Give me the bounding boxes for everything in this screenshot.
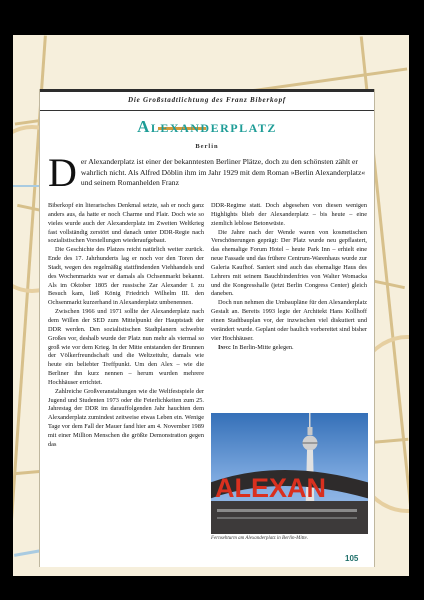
article	[39, 89, 375, 567]
subtitle-rule	[40, 110, 374, 111]
paragraph: Doch nun nehmen die Umbaupläne für den Alexanderplatz Gestalt an. Bereits 1993 legte der Architekt Hans Kollhoff einen Stadtbauplan vor, der inzwischen viel diskutiert und verändert wurde. Geplant oder baulich vorbereitet sind bisher vier Hochhäuser.	[211, 299, 367, 342]
paragraph: Die Geschichte des Platzes reicht natürlich weiter zurück. Ende des 17. Jahrhunderts lag er noch vor den Toren der Stadt, wegen des regelmäßig stattfindenden Viehhandels und des Wochenmarkts war er damals als Ochsenmarkt bekannt. Als im Oktober 1805 der russische Zar Alexander I. zu Besuch kam, ließ König Friedrich Wilhelm III. den Ochsenmarkt kurzerhand in Alexanderplatz umbenennen.	[48, 246, 204, 307]
article-subtitle: Die Großstadtlichtung des Franz Biberkopf	[127, 96, 287, 104]
photo-caption: Fernsehturm am Alexanderplatz in Berlin-Mitte.	[211, 536, 308, 541]
paragraph: Zahlreiche Großveranstaltungen wie die Weltfestspiele der Jugend und Studenten 1973 oder die Feierlichkeiten zum 25. Jahrestag der DDR im darauffolgenden Jahr hauchten dem Alexanderplatz zumindest zeitweise etwas Leben ein. Wenige Tage vor dem Fall der Mauer fand hier am 4. November 1989 mit einer Million Menschen die größte Demonstration gegen das	[48, 387, 204, 448]
article-title: Alexanderplatz	[137, 117, 277, 136]
header-rule	[40, 89, 374, 92]
lead-paragraph	[48, 150, 366, 195]
drop-cap: D	[48, 150, 77, 195]
photo-tv-tower	[211, 413, 368, 534]
article-location: Berlin	[195, 143, 219, 150]
paragraph: Biberkopf ein literarisches Denkmal setzte, sah er noch ganz anders aus, da hatte er noch Charme und Flair. Doch wie so vieles wurde auch der Alexanderplatz im Zweiten Weltkrieg fast vollständig zerstört und danach unter DDR-Regie nach sozialistischen Vorstellungen wiederaufgebaut.	[48, 202, 204, 245]
map-river	[13, 185, 39, 187]
info-label: Info:	[218, 343, 231, 351]
paragraph: Zwischen 1966 und 1971 sollte der Alexanderplatz nach dem Willen der SED zum Mittelpunkt der Hauptstadt der DDR werden. Den sozialistischen Stadtplanern schwebte Großes vor, deshalb wurde der Platz nun mehr als viermal so groß wie vor dem Krieg. In der Mitte entstanden der Brunnen der Völkerfreundschaft und die Weltzeituhr, damals wie heute ein beliebter Treffpunkt. Um den Alex – wie die Berliner ihn kurz nennen – herum wurden mehrere Hochhäuser errichtet.	[48, 308, 204, 386]
page-number: 105	[345, 554, 359, 563]
info-text: In Berlin-Mitte gelegen.	[232, 343, 294, 351]
info-line	[211, 344, 367, 353]
paragraph: Die Jahre nach der Wende waren von kosmetischen Verschönerungen geprägt: Der Platz wurde neu gepflastert, das ehemalige Forum Hotel – heute Park Inn – erhielt eine neue Fassade und das frühere Centrum-Warenhaus wurde zur Galeria Kaufhof. Saniert sind auch das ehemalige Haus des Lehrers mit seinem Bauchbindenfries von Walter Womacka und die Kongresshalle (jetzt Berlin Congress Center) gleich daneben.	[211, 228, 367, 298]
paragraph: DDR-Regime statt. Doch abgesehen von diesen wenigen Highlights blieb der Alexanderplatz – bis heute – eine ziemlich leblose Betonwüste.	[211, 202, 367, 227]
text-column-left	[48, 202, 204, 560]
book-page	[13, 35, 409, 576]
sign-letters: ALEXAN	[215, 473, 327, 503]
tv-tower-illustration	[211, 413, 368, 534]
lead-text: er Alexanderplatz ist einer der bekanntesten Berliner Plätze, doch zu den schönsten zählt er wahrlich nicht. Als Alfred Döblin ihm im Jahr 1929 mit dem Roman »Berlin Alexanderplatz« und seinem Romanhelden Franz	[80, 157, 366, 188]
